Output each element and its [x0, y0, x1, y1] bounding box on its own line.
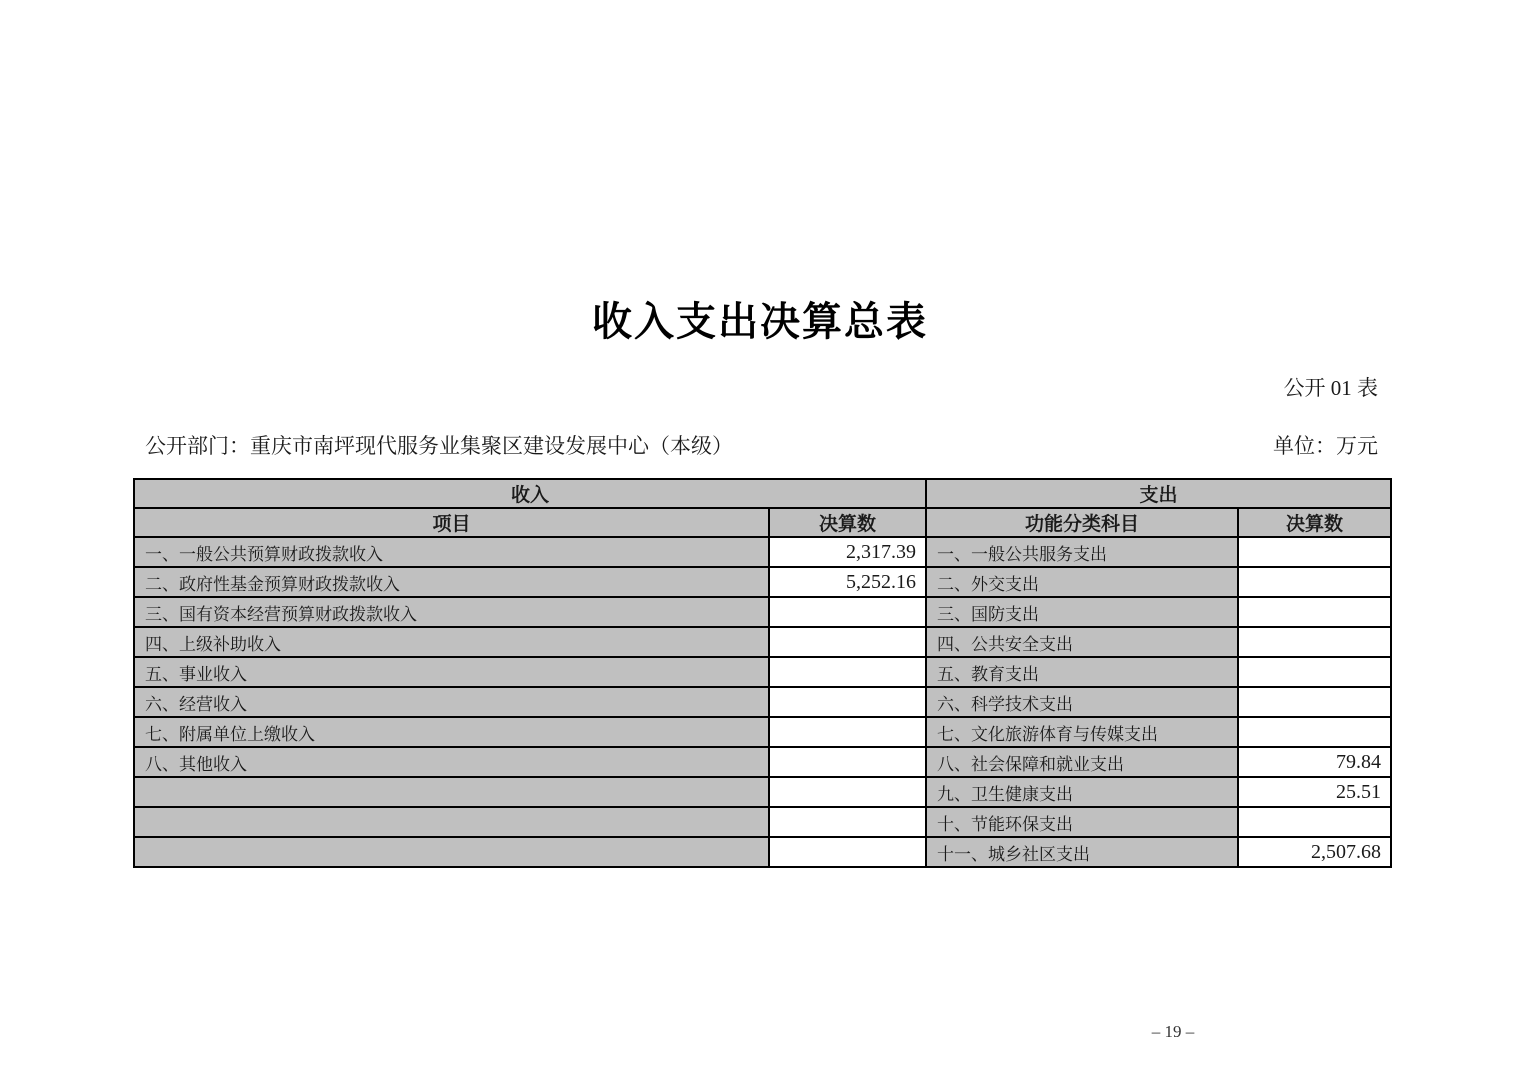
- income-amount-cell: [769, 627, 926, 657]
- expense-item-cell: 五、教育支出: [926, 657, 1238, 687]
- table-row: [134, 807, 1391, 837]
- expense-amount-cell: [1238, 807, 1391, 837]
- table-row: [134, 537, 1391, 567]
- income-amount-cell: [769, 717, 926, 747]
- income-item-cell: 三、国有资本经营预算财政拨款收入: [134, 597, 769, 627]
- income-item-column-header: 项目: [134, 508, 769, 537]
- income-section-header: 收入: [134, 479, 926, 508]
- income-item-cell: 二、政府性基金预算财政拨款收入: [134, 567, 769, 597]
- expense-item-cell: 二、外交支出: [926, 567, 1238, 597]
- expense-item-cell: 一、一般公共服务支出: [926, 537, 1238, 567]
- table-row: [134, 597, 1391, 627]
- expense-item-cell: 四、公共安全支出: [926, 627, 1238, 657]
- table-row: [134, 777, 1391, 807]
- expense-amount-cell: [1238, 567, 1391, 597]
- income-item-cell: 五、事业收入: [134, 657, 769, 687]
- income-amount-cell: [769, 657, 926, 687]
- table-row: [134, 567, 1391, 597]
- budget-summary-table: [133, 478, 1392, 868]
- expense-amount-cell: [1238, 627, 1391, 657]
- expense-section-header: 支出: [926, 479, 1391, 508]
- income-item-cell: 六、经营收入: [134, 687, 769, 717]
- income-amount-cell: [769, 777, 926, 807]
- expense-amount-cell: [1238, 687, 1391, 717]
- income-item-cell: [134, 777, 769, 807]
- income-item-cell: [134, 837, 769, 867]
- income-item-cell: 一、一般公共预算财政拨款收入: [134, 537, 769, 567]
- table-row: [134, 687, 1391, 717]
- table-number: 公开 01 表: [1283, 376, 1378, 400]
- income-amount-column-header: 决算数: [769, 508, 926, 537]
- expense-amount-column-header: 决算数: [1238, 508, 1391, 537]
- income-amount-cell: [769, 687, 926, 717]
- department-label: 公开部门：重庆市南坪现代服务业集聚区建设发展中心（本级）: [145, 434, 733, 458]
- expense-item-cell: 十一、城乡社区支出: [926, 837, 1238, 867]
- expense-item-cell: 十、节能环保支出: [926, 807, 1238, 837]
- expense-item-column-header: 功能分类科目: [926, 508, 1238, 537]
- table-row: [134, 747, 1391, 777]
- table-row: [134, 627, 1391, 657]
- income-amount-cell: [769, 597, 926, 627]
- income-item-cell: 七、附属单位上缴收入: [134, 717, 769, 747]
- income-item-cell: [134, 807, 769, 837]
- expense-item-cell: 六、科学技术支出: [926, 687, 1238, 717]
- section-header-row: [134, 479, 1391, 508]
- expense-amount-cell: [1238, 657, 1391, 687]
- expense-amount-cell: 79.84: [1238, 747, 1391, 777]
- expense-amount-cell: [1238, 717, 1391, 747]
- expense-item-cell: 八、社会保障和就业支出: [926, 747, 1238, 777]
- page-number: – 19 –: [1151, 1022, 1195, 1041]
- meta-row: [145, 430, 1378, 460]
- expense-amount-cell: [1238, 537, 1391, 567]
- income-amount-cell: 5,252.16: [769, 567, 926, 597]
- table-row: [134, 657, 1391, 687]
- document-title: 收入支出决算总表: [592, 299, 928, 344]
- income-item-cell: 八、其他收入: [134, 747, 769, 777]
- table-row: [134, 717, 1391, 747]
- column-header-row: [134, 508, 1391, 537]
- expense-item-cell: 九、卫生健康支出: [926, 777, 1238, 807]
- expense-amount-cell: 2,507.68: [1238, 837, 1391, 867]
- income-amount-cell: [769, 747, 926, 777]
- income-amount-cell: [769, 807, 926, 837]
- income-amount-cell: [769, 837, 926, 867]
- expense-amount-cell: 25.51: [1238, 777, 1391, 807]
- expense-amount-cell: [1238, 597, 1391, 627]
- unit-label: 单位：万元: [1273, 434, 1378, 458]
- expense-item-cell: 七、文化旅游体育与传媒支出: [926, 717, 1238, 747]
- expense-item-cell: 三、国防支出: [926, 597, 1238, 627]
- income-amount-cell: 2,317.39: [769, 537, 926, 567]
- table-row: [134, 837, 1391, 867]
- income-item-cell: 四、上级补助收入: [134, 627, 769, 657]
